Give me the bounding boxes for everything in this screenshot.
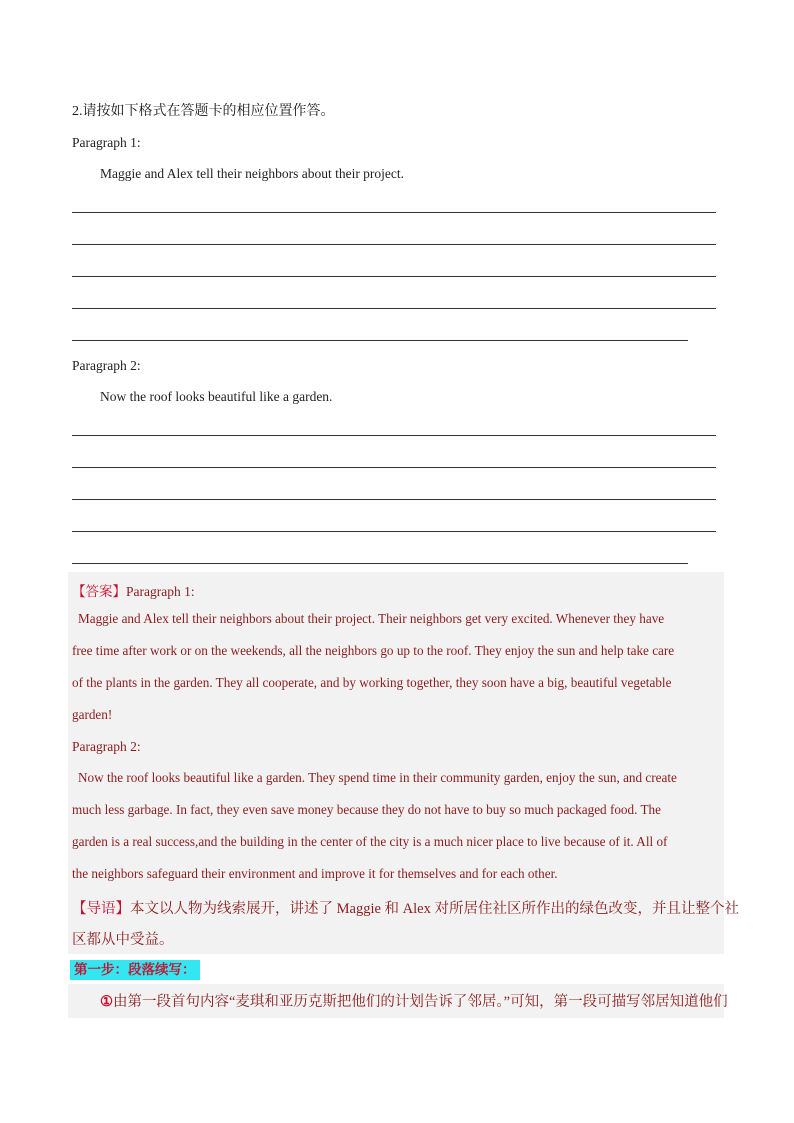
- writing-line: [72, 308, 716, 309]
- answer-p2-line: much less garbage. In fact, they even save money because they do not have to buy so much packaged food. The: [72, 802, 661, 817]
- writing-line: [72, 467, 716, 468]
- writing-line: [72, 563, 688, 564]
- writing-line: [72, 244, 716, 245]
- paragraph2-start: Now the roof looks beautiful like a garden.: [100, 389, 333, 404]
- instruction: 2.请按如下格式在答题卡的相应位置作答。: [72, 104, 335, 119]
- writing-line: [72, 276, 716, 277]
- answer-p1-line: of the plants in the garden. They all cooperate, and by working together, they soon have a big, beautiful vegetable: [72, 675, 672, 690]
- analysis-line: [100, 990, 728, 1011]
- analysis-text: 由第一段首句内容“麦琪和亚历克斯把他们的计划告诉了邻居。”可知，第一段可描写邻居知道他们: [113, 994, 728, 1010]
- writing-line: [72, 340, 688, 341]
- answer-p2-line: Now the roof looks beautiful like a garden. They spend time in their community garden, enjoy the sun, and create: [78, 770, 677, 785]
- circled-one-marker: ①: [100, 994, 113, 1010]
- answer-p1-label: Paragraph 1:: [126, 584, 195, 599]
- paragraph1-label: Paragraph 1:: [72, 135, 141, 150]
- writing-line: [72, 212, 716, 213]
- writing-line: [72, 435, 716, 436]
- step1-heading: 第一步：段落续写：: [70, 960, 200, 980]
- answer-header: [72, 580, 195, 600]
- answer-p2-line: the neighbors safeguard their environment and improve it for themselves and for each other.: [72, 866, 558, 881]
- guide-line-1: [72, 897, 739, 918]
- answer-p1-line: Maggie and Alex tell their neighbors about their project. Their neighbors get very excited. Whenever they have: [78, 611, 665, 626]
- guide-line-2: 区都从中受益。: [72, 932, 174, 948]
- answer-p2-label: Paragraph 2:: [72, 739, 141, 754]
- paragraph1-start: Maggie and Alex tell their neighbors about their project.: [100, 166, 405, 181]
- answer-p1-line: garden!: [72, 707, 113, 722]
- guide-text-1: 本文以人物为线索展开，讲述了 Maggie 和 Alex 对所居住社区所作出的绿色改变，并且让整个社: [130, 901, 739, 917]
- guide-tag: 【导语】: [72, 901, 130, 917]
- writing-line: [72, 531, 716, 532]
- answer-p1-line: free time after work or on the weekends, all the neighbors go up to the roof. They enjoy the sun and help take care: [72, 643, 675, 658]
- paragraph2-label: Paragraph 2:: [72, 358, 141, 373]
- answer-tag: 【答案】: [72, 584, 126, 599]
- writing-line: [72, 499, 716, 500]
- answer-p2-line: garden is a real success,and the building in the center of the city is a much nicer place to live because of it. All of: [72, 834, 668, 849]
